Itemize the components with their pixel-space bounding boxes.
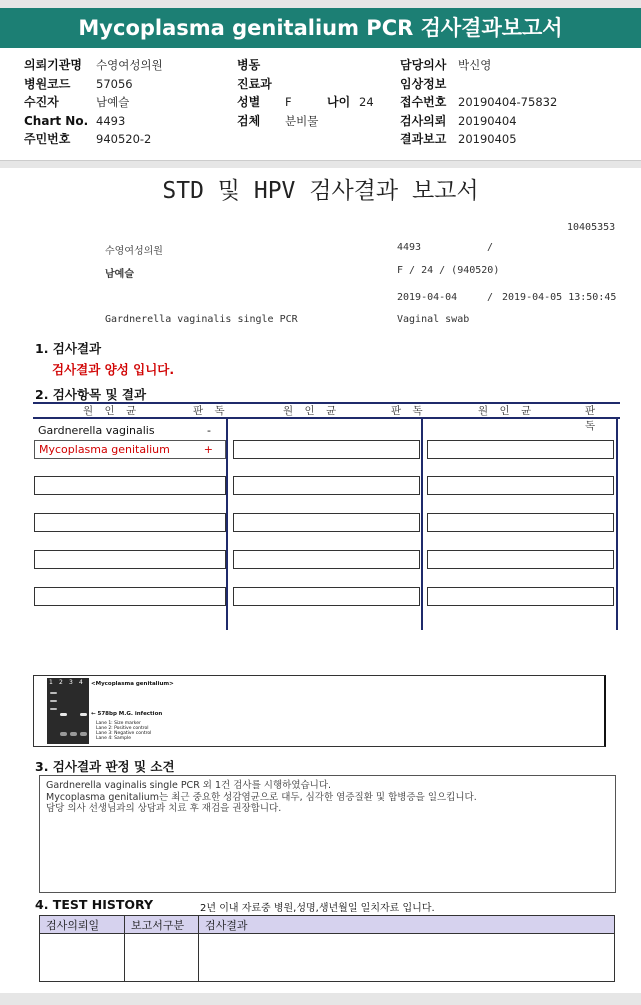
info-column-2	[237, 56, 374, 130]
info-value: 20190405	[458, 132, 517, 146]
report-header-title: Mycoplasma genitalium PCR 검사결과보고서	[0, 8, 641, 48]
report-title: STD 및 HPV 검사결과 보고서	[162, 178, 479, 204]
organism-header: 원 인 균	[83, 405, 141, 417]
gel-band	[80, 732, 87, 736]
info-value: 940520-2	[96, 132, 152, 146]
request-date: 2019-04-04	[397, 292, 458, 303]
info-column-3	[400, 56, 557, 149]
info-value: 20190404	[458, 113, 517, 128]
result-row	[34, 513, 226, 532]
organism-result: +	[203, 443, 213, 456]
result-row	[233, 440, 420, 459]
result-row	[233, 550, 420, 569]
result-row	[427, 550, 614, 569]
info-column-1	[24, 56, 163, 149]
info-label: 병원코드	[24, 76, 71, 91]
info-value: 20190404-75832	[458, 95, 558, 109]
lane-number: 1	[49, 679, 53, 686]
gel-marker-label: ← 578bp M.G. infection	[91, 711, 163, 717]
info-value: 남예슬	[96, 95, 130, 109]
history-note: 2년 이내 자료중 병원,성명,생년월일 일치자료 입니다.	[200, 903, 435, 914]
organism-result: -	[207, 424, 211, 437]
lane-legend-item: Lane 3: Negative control	[96, 731, 152, 736]
result-row	[233, 587, 420, 606]
lane-number: 4	[79, 679, 83, 686]
gel-title: <Mycoplasma genitalium>	[91, 681, 174, 687]
bottom-frame	[0, 993, 641, 1005]
gel-band	[50, 692, 57, 694]
lane-number: 2	[59, 679, 63, 686]
judgement-header: 판 독	[391, 405, 427, 417]
result-row	[427, 476, 614, 495]
test-name: Gardnerella vaginalis single PCR	[105, 314, 298, 325]
info-value: 수영여성의원	[96, 58, 163, 72]
info-label: 임상정보	[400, 76, 447, 91]
chart-number: 4493	[397, 242, 422, 253]
organism-header: 원 인 균	[478, 405, 536, 417]
result-row	[34, 440, 226, 459]
info-value: F	[285, 95, 292, 109]
history-table	[39, 915, 615, 982]
result-row	[34, 587, 226, 606]
lane-legend-item: Lane 2: Positive control	[96, 726, 149, 731]
info-label: 담당의사	[400, 58, 447, 72]
result-row	[34, 476, 226, 495]
section1-title: 1. 검사결과	[35, 341, 102, 356]
history-column-header: 검사의뢰일	[40, 916, 125, 934]
info-label: 접수번호	[400, 95, 447, 109]
judgement-header: 판 독	[193, 405, 229, 417]
positive-result: 검사결과 양성 입니다.	[52, 362, 175, 377]
result-row	[233, 476, 420, 495]
age-label: 나이	[327, 95, 351, 109]
organism-name: Mycoplasma genitalium	[39, 443, 170, 456]
result-row	[427, 513, 614, 532]
patient-name: 남예슬	[105, 269, 134, 280]
info-value: 박신영	[458, 58, 492, 72]
gel-band	[60, 732, 67, 736]
column-divider	[616, 418, 618, 630]
section2-title: 2. 검사항목 및 결과	[35, 387, 147, 402]
history-cell	[199, 934, 615, 982]
info-label: 검사의뢰	[400, 113, 447, 128]
organism-name: Gardnerella vaginalis	[38, 424, 155, 437]
gel-band	[70, 732, 77, 736]
report-datetime: 2019-04-05 13:50:45	[502, 292, 617, 303]
column-divider	[421, 418, 425, 630]
report-id: 10405353	[567, 222, 616, 233]
judgement-header: 판 독	[585, 405, 600, 432]
hospital-name: 수영여성의원	[105, 246, 163, 257]
info-label: Chart No.	[24, 113, 89, 128]
gel-electrophoresis-image	[47, 678, 89, 744]
history-cell	[40, 934, 125, 982]
gel-band	[60, 713, 67, 716]
specimen: Vaginal swab	[397, 314, 470, 325]
info-value: 분비물	[285, 113, 319, 128]
history-cell	[125, 934, 199, 982]
result-row	[427, 587, 614, 606]
history-column-header: 보고서구분	[125, 916, 199, 934]
info-label: 진료과	[237, 76, 272, 91]
comment-line: 담당 의사 선생님과의 상담과 치료 후 재검을 권장합니다.	[46, 803, 282, 814]
result-row	[427, 440, 614, 459]
section4-title: 4. TEST HISTORY	[35, 897, 154, 912]
gel-band	[50, 708, 57, 710]
comment-box	[39, 775, 616, 893]
column-divider	[226, 418, 230, 630]
comment-line: Gardnerella vaginalis single PCR 외 1건 검사를 시행하였습니다.	[46, 780, 332, 791]
sex-age: F / 24 / (940520)	[397, 265, 500, 276]
gel-band	[80, 713, 87, 716]
result-row	[233, 513, 420, 532]
chart-slash: /	[487, 242, 494, 253]
lane-legend-item: Lane 1: Size marker	[96, 721, 141, 726]
info-label: 의뢰기관명	[24, 58, 82, 72]
top-frame	[0, 0, 641, 8]
section-divider	[0, 160, 641, 168]
gel-image-panel	[33, 675, 606, 747]
gel-lane-legend	[96, 721, 151, 741]
info-value: 57056	[96, 76, 133, 91]
result-row	[34, 550, 226, 569]
comment-line: Mycoplasma genitalium는 최근 중요한 성감염균으로 대두, 심각한 염증질환 및 합병증을 일으킵니다.	[46, 791, 477, 803]
age-value: 24	[359, 95, 374, 109]
info-value: 4493	[96, 113, 126, 128]
info-label: 주민번호	[24, 132, 71, 146]
info-label: 병동	[237, 58, 261, 72]
info-label: 검체	[237, 113, 261, 128]
info-label: 수진자	[24, 95, 59, 109]
info-label: 성별	[237, 95, 261, 109]
table-row	[40, 934, 615, 982]
history-column-header: 검사결과	[199, 916, 615, 934]
gel-band	[50, 700, 57, 702]
info-label: 결과보고	[400, 132, 447, 146]
date-separator: /	[487, 292, 494, 303]
organism-header: 원 인 균	[283, 405, 341, 417]
section3-title: 3. 검사결과 판정 및 소견	[35, 759, 175, 774]
lane-number: 3	[69, 679, 73, 686]
lane-legend-item: Lane 4: Sample	[96, 736, 131, 741]
